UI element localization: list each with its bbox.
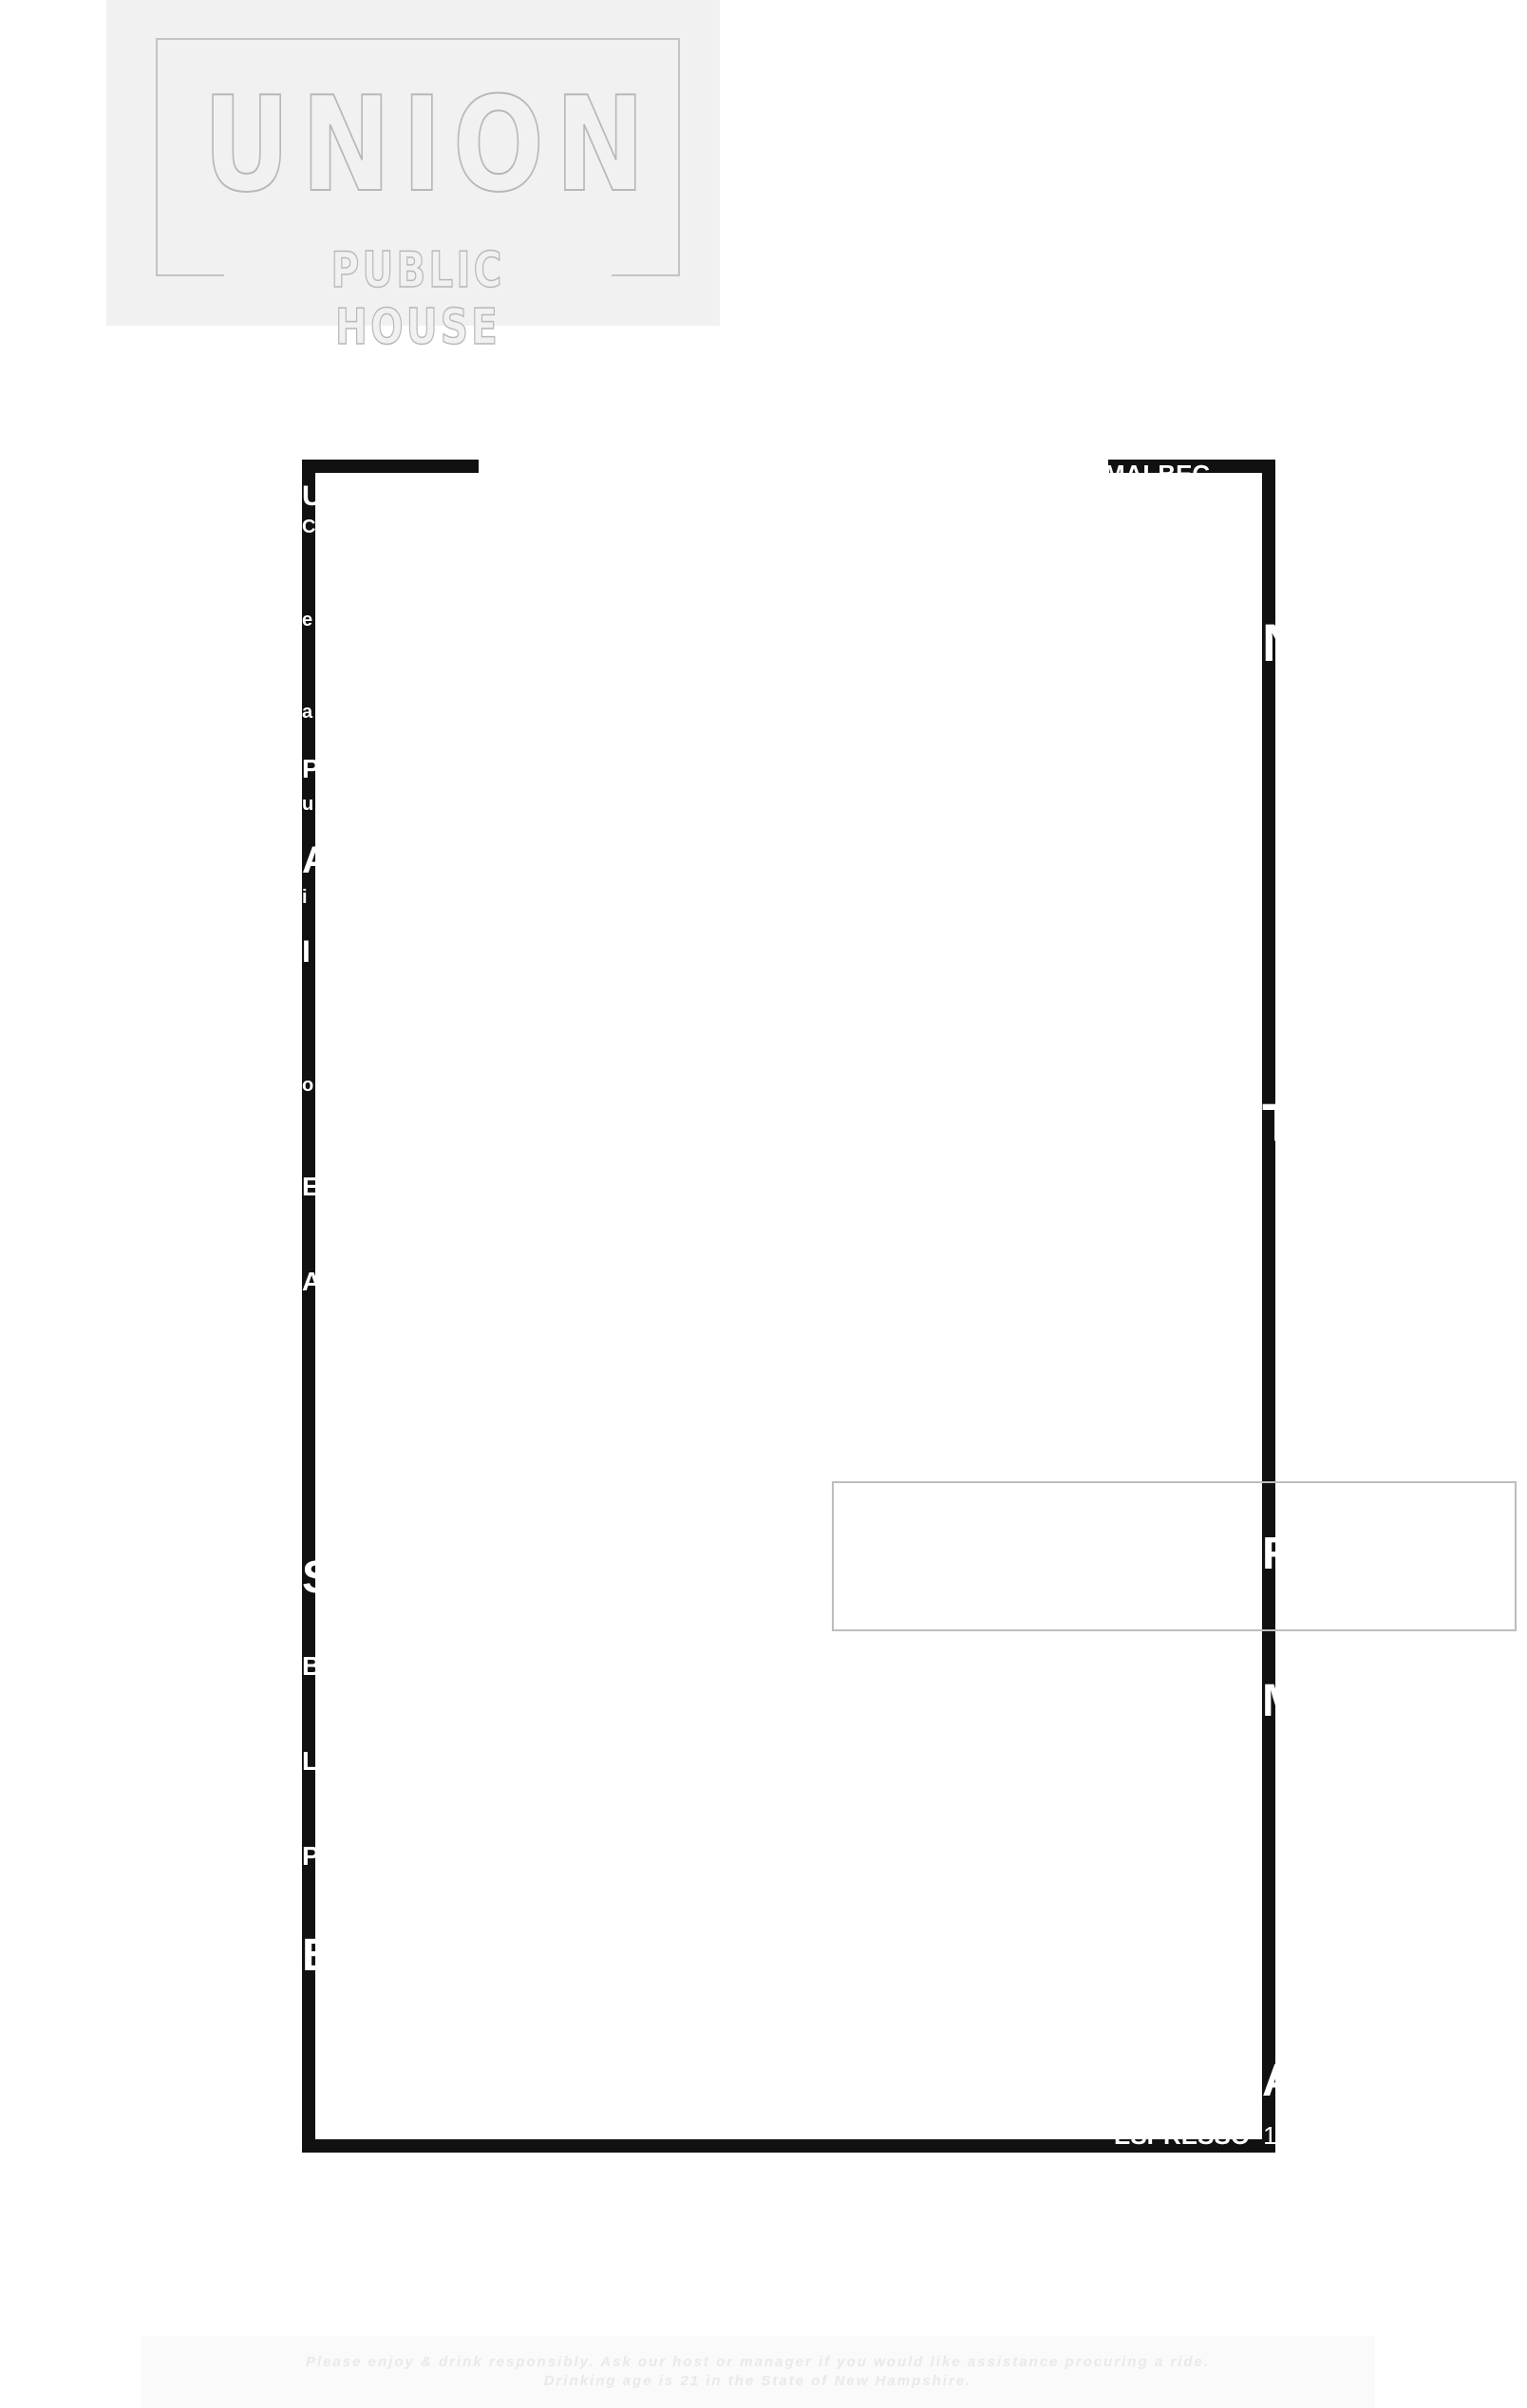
right-edge-fragment: T [1262,1092,1295,1152]
logo-wordmark: UNION [202,68,656,221]
left-edge-fragment: L [302,1746,319,1776]
left-edge-fragment: u [302,794,314,815]
logo-rule-left [156,274,224,276]
left-edge-fragment: B [302,1930,335,1981]
frame-top-left-bar [302,460,479,473]
left-edge-fragment: P [302,1841,320,1871]
footer [141,2336,1375,2408]
left-edge-fragment: S [302,1552,333,1603]
left-edge-fragment: U [302,480,323,512]
left-edge-fragment: I [302,934,311,969]
left-edge-fragment: a [302,702,313,723]
menu-item-label: MALBEC [1104,460,1211,488]
right-edge-fragment: M [1262,1676,1300,1726]
left-edge-fragment: A [302,1267,322,1296]
left-edge-fragment: P [302,754,320,783]
left-edge-fragment: E [302,1172,320,1201]
logo[interactable] [106,0,720,356]
overlay-box [832,1481,1517,1631]
right-edge-fragment: N [1262,612,1301,672]
footer-disclaimer: Please enjoy & drink responsibly. Ask our host or manager if you would like assistance procuring a ride. [305,2354,1211,2370]
left-edge-fragment: i [302,887,308,908]
right-edge-fragment: R [1262,1529,1295,1579]
left-edge-fragment: B [302,1651,322,1681]
left-edge-fragment: C [302,517,316,537]
menu-item-label: ESPRESSO [1114,2121,1251,2150]
logo-rule-right [612,274,680,276]
footer-drinking-age: Drinking age is 21 in the State of New Hampshire. [543,2373,972,2389]
left-edge-fragment: A [302,839,330,881]
menu-frame [302,460,1301,2153]
left-edge-fragment: o [302,1075,314,1096]
left-edge-fragment: e [302,610,313,630]
right-edge-fragment: A [1262,2056,1295,2106]
menu-item-price: 10 [1263,2121,1291,2150]
menu-item-malbec [1104,460,1210,488]
logo-subtitle: PUBLIC HOUSE [330,242,505,356]
menu-item-espresso [1114,2121,1291,2150]
